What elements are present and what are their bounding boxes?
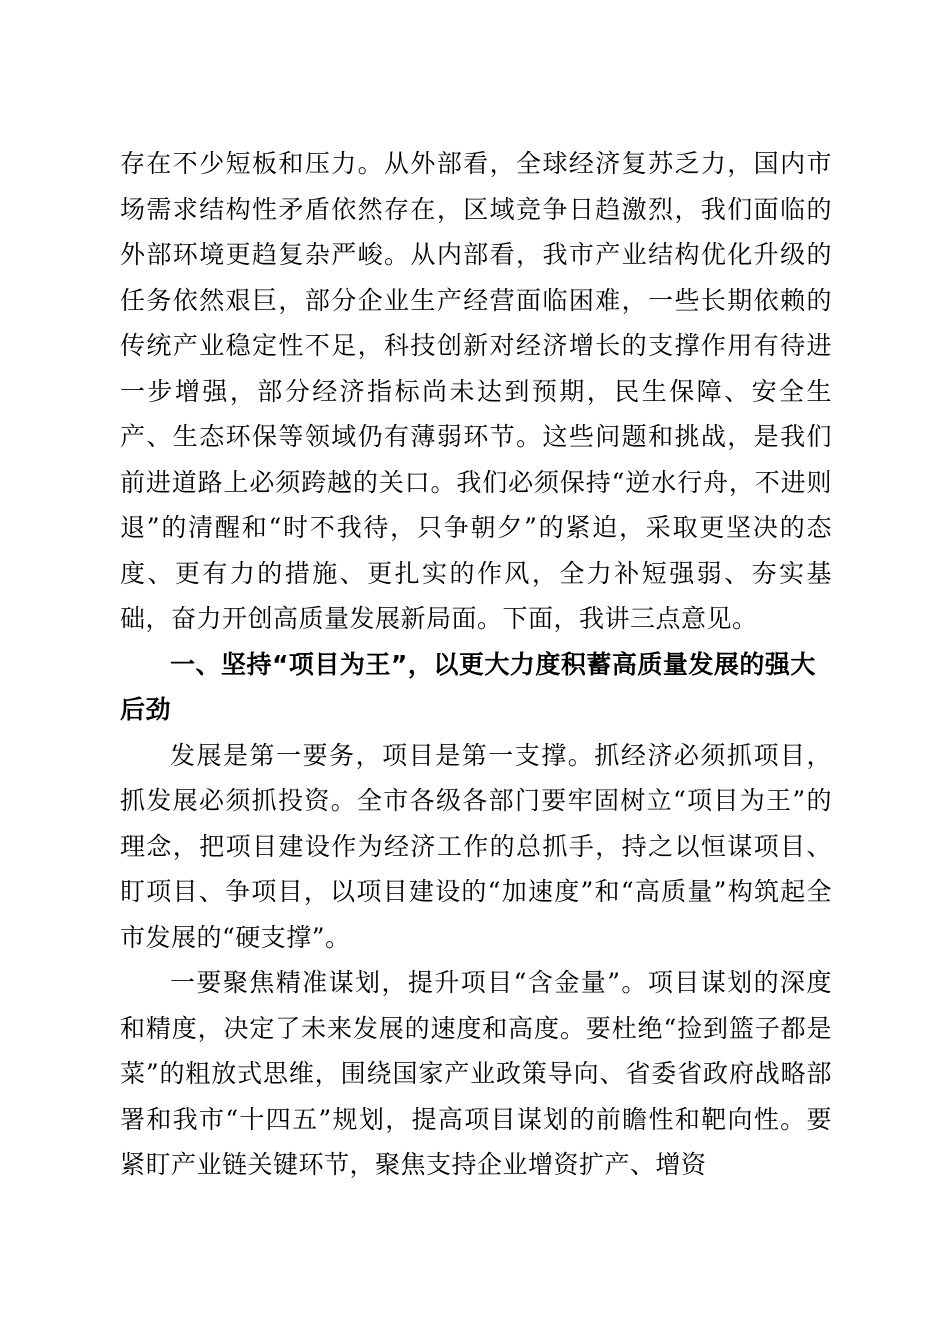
section-heading-1: 一、坚持“项目为王”，以更大力度积蓄高质量发展的强大后劲 [120, 649, 816, 724]
document-body [120, 141, 832, 1188]
paragraph-intro-projects: 发展是第一要务，项目是第一支撑。抓经济必须抓项目，抓发展必须抓投资。全市各级各部门要牢固树立“项目为王”的理念，把项目建设作为经济工作的总抓手，持之以恒谋项目、盯项目、争项目，以项目建设的“加速度”和“高质量”构筑起全市发展的“硬支撑”。 [120, 740, 832, 952]
paragraph-continued: 存在不少短板和压力。从外部看，全球经济复苏乏力，国内市场需求结构性矛盾依然存在，区域竞争日趋激烈，我们面临的外部环境更趋复杂严峻。从内部看，我市产业结构优化升级的任务依然艰巨，部分企业生产经营面临困难，一些长期依赖的传统产业稳定性不足，科技创新对经济增长的支撑作用有待进一步增强，部分经济指标尚未达到预期，民生保障、安全生产、生态环保等领域仍有薄弱环节。这些问题和挑战，是我们前进道路上必须跨越的关口。我们必须保持“逆水行舟，不进则退”的清醒和“时不我待，只争朝夕”的紧迫，采取更坚决的态度、更有力的措施、更扎实的作风，全力补短强弱、夯实基础，奋力开创高质量发展新局面。下面，我讲三点意见。 [120, 149, 832, 633]
paragraph-point-1: 一要聚焦精准谋划，提升项目“含金量”。项目谋划的深度和精度，决定了未来发展的速度和高度。要杜绝“捡到篮子都是菜”的粗放式思维，围绕国家产业政策导向、省委省政府战略部署和我市“十四五”规划，提高项目谋划的前瞻性和靶向性。要紧盯产业链关键环节，聚焦支持企业增资扩产、增资 [120, 968, 832, 1179]
